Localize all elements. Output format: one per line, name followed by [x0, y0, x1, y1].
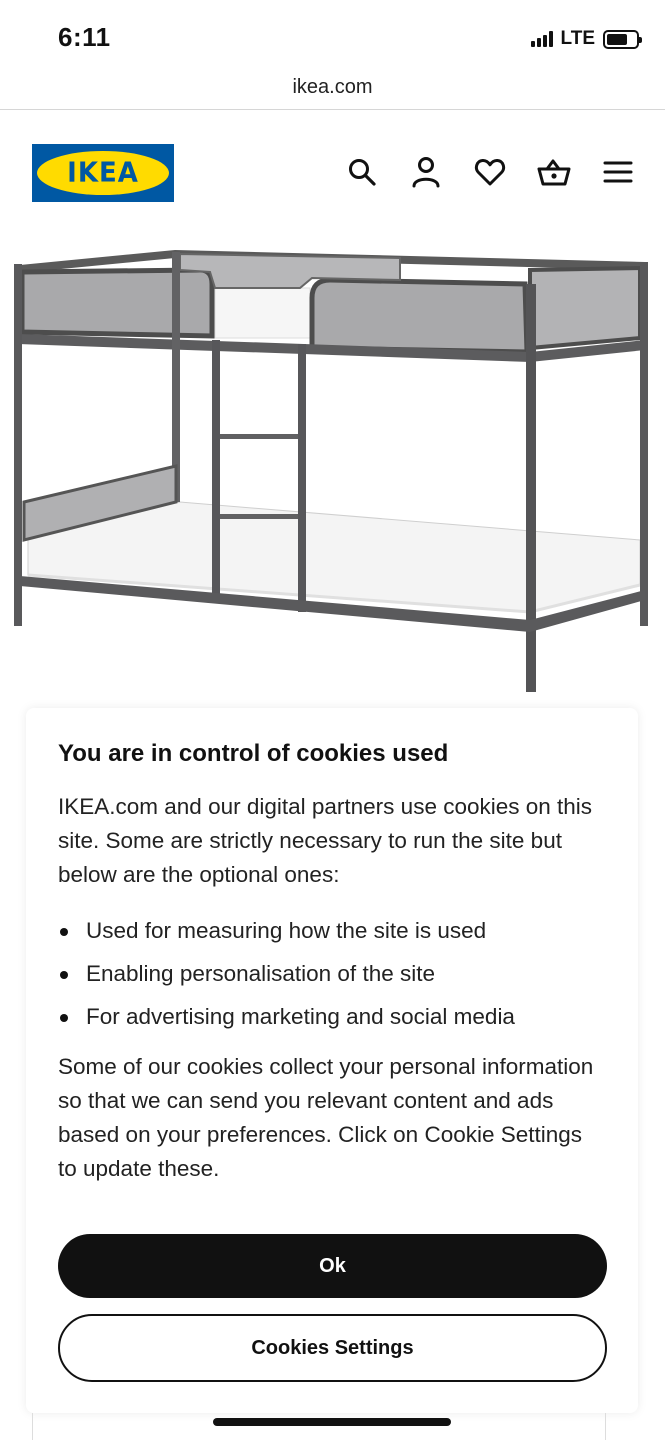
ikea-logo[interactable]: [32, 144, 174, 202]
bullet-icon: [60, 1014, 68, 1022]
list-item: [58, 914, 606, 948]
cookie-purpose-list: [58, 914, 606, 1034]
list-item-text: For advertising marketing and social media: [86, 1004, 515, 1029]
list-item-text: Enabling personalisation of the site: [86, 961, 435, 986]
site-header: [0, 111, 665, 231]
cookie-details-text: Some of our cookies collect your personal information so that we can send you relevant content and ads based on your preferences. Click on Cookie Settings to update these.: [58, 1054, 594, 1181]
cart-icon[interactable]: [537, 155, 571, 189]
status-bar: [0, 0, 665, 70]
heart-icon[interactable]: [473, 155, 507, 189]
signal-icon: [531, 31, 553, 47]
cookie-dialog-title: You are in control of cookies used: [58, 740, 449, 767]
cookie-dialog: [26, 708, 638, 1413]
logo-wordmark: IKEA: [67, 157, 139, 189]
search-icon[interactable]: [345, 155, 379, 189]
list-item: [58, 1000, 606, 1034]
list-item-text: Used for measuring how the site is used: [86, 918, 487, 943]
product-image[interactable]: [0, 240, 665, 710]
bunk-bed-icon: [0, 240, 665, 710]
home-indicator[interactable]: [213, 1418, 451, 1426]
cookie-intro-text: IKEA.com and our digital partners use cookies on this site. Some are strictly necessary to run the site but below are the optional ones:: [58, 794, 593, 887]
list-item: [58, 957, 606, 991]
cookies-settings-button[interactable]: Cookies Settings: [58, 1314, 607, 1382]
url-bar[interactable]: [0, 70, 665, 110]
url-domain[interactable]: ikea.com: [292, 76, 373, 98]
profile-icon[interactable]: [409, 155, 443, 189]
ok-button[interactable]: Ok: [58, 1234, 607, 1298]
status-time: 6:11: [58, 22, 111, 52]
status-indicators: [531, 28, 639, 50]
network-type: LTE: [560, 28, 595, 49]
header-nav: [345, 155, 635, 189]
bullet-icon: [60, 971, 68, 979]
bullet-icon: [60, 928, 68, 936]
menu-icon[interactable]: [601, 155, 635, 189]
battery-icon: [603, 30, 639, 49]
